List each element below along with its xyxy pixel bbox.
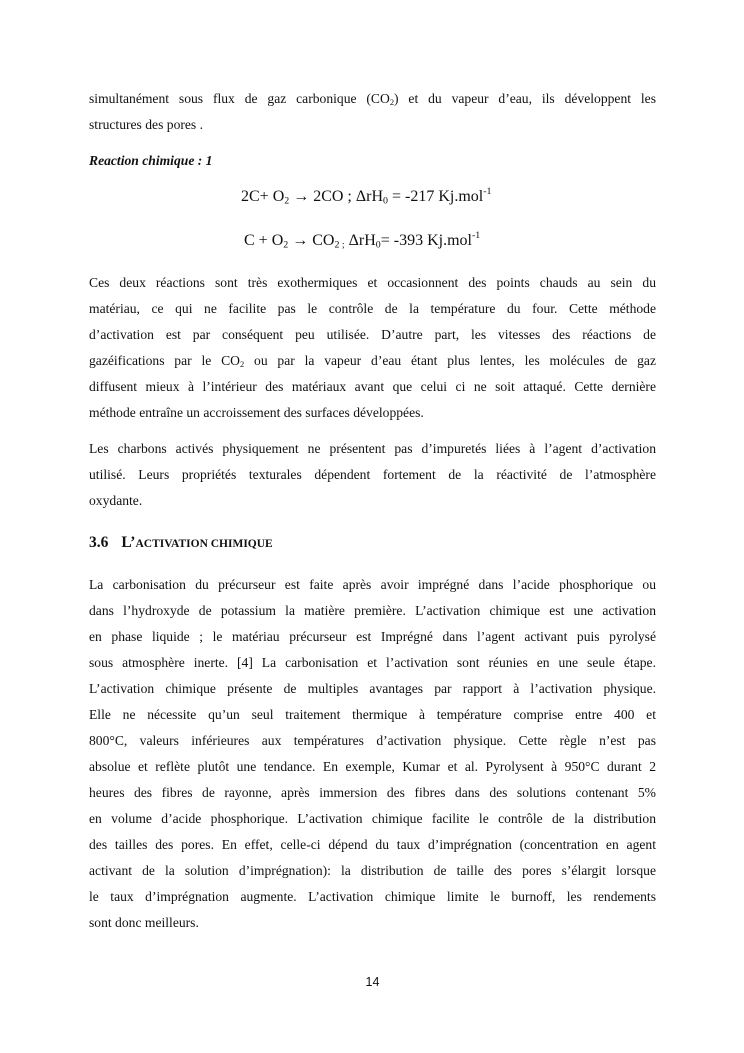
paragraph-exothermic — [89, 270, 656, 426]
text-line: des tailles des pores. En effet, celle-ci dépend du taux d’imprégnation (concentration en agent — [89, 837, 656, 852]
text-line: activant de la solution d’imprégnation): la distribution de taille des pores s’élargit lorsque — [89, 863, 656, 878]
text-line: matériau, ce qui ne facilite pas le contrôle de la température du four. Cette méthode — [89, 301, 656, 316]
text-line: structures des pores . — [89, 117, 204, 132]
text-line: L’activation chimique présente de multiples avantages par rapport à l’activation physique. — [89, 681, 656, 696]
arrow-symbol: → — [293, 188, 310, 205]
text-line: utilisé. Leurs propriétés texturales dépendent fortement de la réactivité de l’atmosphère — [89, 467, 656, 482]
arrow-symbol: → — [292, 232, 309, 249]
paragraph-co2-activation — [89, 86, 656, 138]
section-heading: 3.6 L’ACTIVATION CHIMIQUE — [89, 534, 273, 551]
text-line: Ces deux réactions sont très exothermiques et occasionnent des points chauds au sein du — [89, 275, 656, 290]
text-line: Les charbons activés physiquement ne présentent pas d’impuretés liées à l’agent d’activation — [89, 441, 656, 456]
text-line: simultanément sous flux de gaz carbonique $(CO_2)$ et du vapeur d’eau, ils développent les — [89, 91, 656, 108]
text-line: le taux d’imprégnation augmente. L’activation chimique limite le burnoff, les rendements — [89, 889, 656, 904]
text-line: diffusent mieux à l’intérieur des matériaux avant que celui ci ne soit attaqué. Cette dernière — [89, 379, 656, 394]
reaction-title: Reaction chimique : 1 — [89, 153, 213, 168]
text-line: 800°C, valeurs inférieures aux températures d’activation physique. Cette règle n’est pas — [89, 733, 656, 748]
text-line: gazéifications par le $CO_2$ ou par la vapeur d’eau étant plus lentes, les molécules de gaz — [89, 353, 656, 370]
paragraph-chemical-activation — [89, 572, 656, 936]
text-line: sous atmosphère inerte. [4] La carbonisation et l’activation sont réunies en une seule étape. — [89, 655, 656, 670]
page-number: 14 — [365, 975, 380, 989]
equation-1: $2C+ O_2 \to 2CO$ ; ΔrH$_0$ = -217 Kj.mol$^{-1}$ — [241, 186, 492, 207]
text-line: oxydante. — [89, 493, 143, 508]
text-line: méthode entraîne un accroissement des surfaces développées. — [89, 405, 424, 420]
text-line: Elle ne nécessite qu’un seul traitement thermique à température comprise entre 400 et — [89, 707, 656, 722]
text-line: en volume d’acide phosphorique. L’activation chimique facilite le contrôle de la distribution — [89, 811, 656, 826]
text-line: absolue et reflète plutôt une tendance. En exemple, Kumar et al. Pyrolysent à 950°C durant 2 — [89, 759, 656, 774]
text-line: en phase liquide ; le matériau précurseur est Imprégné dans l’agent activant puis pyrolysé — [89, 629, 656, 644]
paragraph-physical-carbons — [89, 436, 656, 514]
text-line: d’activation est par conséquent peu utilisée. D’autre part, les vitesses des réactions de — [89, 327, 656, 342]
text-line: La carbonisation du précurseur est faite après avoir imprégné dans l’acide phosphorique ou — [89, 577, 656, 592]
section-number: 3.6 — [89, 534, 109, 551]
text-line: sont donc meilleurs. — [89, 915, 199, 930]
text-line: dans l’hydroxyde de potassium la matière première. L’activation chimique est une activation — [89, 603, 656, 618]
text-line: heures des fibres de rayonne, après immersion des fibres dans des solutions contenant 5% — [89, 785, 656, 800]
equation-2: $C + O_2 \to CO_{2 ;}$ ΔrH$_0$= -393 Kj.mol$^{-1}$ — [244, 230, 481, 251]
